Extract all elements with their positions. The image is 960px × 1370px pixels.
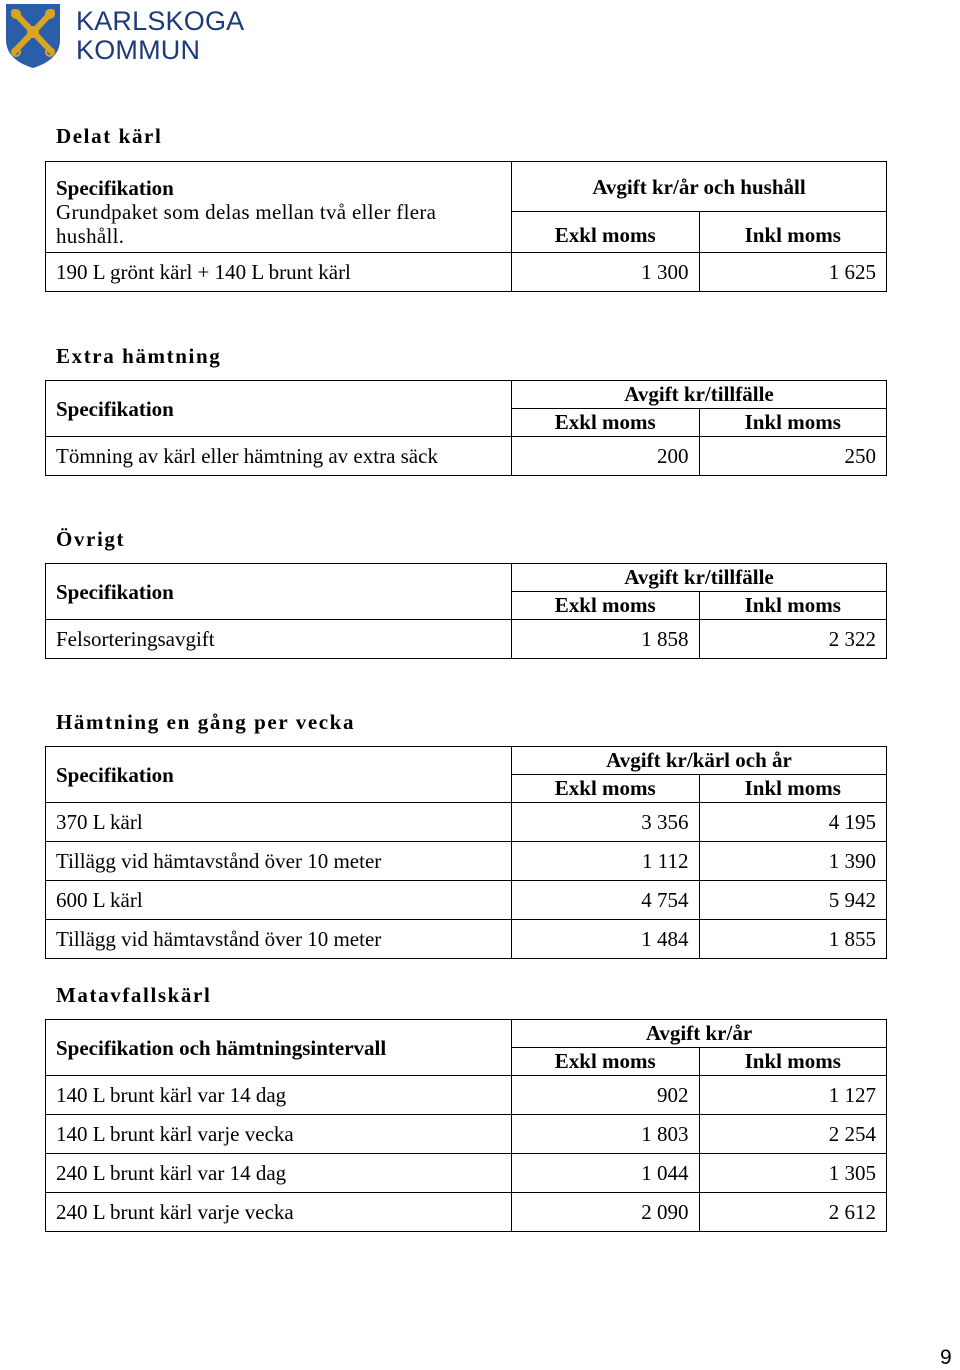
fee-header: Avgift kr/kärl och år (512, 747, 886, 775)
row-exkl: 1 803 (512, 1115, 700, 1154)
table-row (46, 1115, 887, 1154)
row-inkl: 250 (699, 437, 887, 476)
row-spec: 370 L kärl (46, 803, 512, 842)
section-title-vecka: Hämtning en gång per vecka (56, 710, 356, 734)
fee-header: Avgift kr/år och hushåll (512, 162, 887, 212)
row-exkl: 3 356 (512, 803, 700, 842)
table-extra (45, 380, 887, 476)
table-row (46, 620, 887, 659)
row-inkl: 1 305 (699, 1154, 887, 1193)
row-spec: 600 L kärl (46, 881, 512, 920)
row-inkl: 2 254 (699, 1115, 887, 1154)
section-title-matavfall: Matavfallskärl (56, 983, 212, 1007)
row-spec: Felsorteringsavgift (46, 620, 512, 659)
row-exkl: 902 (512, 1076, 700, 1115)
row-inkl: 2 322 (699, 620, 887, 659)
row-inkl: 1 855 (699, 920, 887, 959)
row-spec: 240 L brunt kärl varje vecka (46, 1193, 512, 1232)
page-number: 9 (940, 1346, 952, 1369)
spec-label: Specifikation (56, 176, 174, 200)
spec-description: Grundpaket som delas mellan två eller flera hushåll. (56, 200, 437, 248)
row-exkl: 4 754 (512, 881, 700, 920)
col-inkl-header: Inkl moms (744, 593, 841, 617)
row-inkl: 1 390 (699, 842, 887, 881)
row-spec: 140 L brunt kärl varje vecka (46, 1115, 512, 1154)
col-exkl-header: Exkl moms (512, 592, 700, 619)
logo-line-2: KOMMUN (76, 35, 201, 65)
row-spec: 140 L brunt kärl var 14 dag (46, 1076, 512, 1115)
table-row (46, 1154, 887, 1193)
col-inkl-header: Inkl moms (744, 410, 841, 434)
row-spec: 190 L grönt kärl + 140 L brunt kärl (46, 253, 512, 292)
table-row (46, 1193, 887, 1232)
section-title-ovrigt: Övrigt (56, 527, 126, 551)
table-row (46, 881, 887, 920)
table-row (46, 437, 887, 476)
row-exkl: 1 112 (512, 842, 700, 881)
table-row (46, 253, 887, 292)
fee-header: Avgift kr/år (512, 1020, 886, 1048)
fee-header: Avgift kr/tillfälle (512, 381, 886, 409)
row-inkl: 2 612 (699, 1193, 887, 1232)
spec-label: Specifikation (46, 747, 512, 803)
row-spec: Tillägg vid hämtavstånd över 10 meter (46, 920, 512, 959)
row-exkl: 1 300 (512, 253, 700, 292)
table-matavfall (45, 1019, 887, 1232)
fee-header-cell (512, 564, 887, 620)
row-exkl: 200 (512, 437, 700, 476)
row-inkl: 4 195 (699, 803, 887, 842)
row-exkl: 2 090 (512, 1193, 700, 1232)
table-row (46, 803, 887, 842)
col-exkl-header: Exkl moms (512, 775, 700, 802)
table-row (46, 842, 887, 881)
spec-label: Specifikation (46, 564, 512, 620)
section-title-delat: Delat kärl (56, 124, 163, 148)
col-inkl-header: Inkl moms (744, 1049, 841, 1073)
spec-label: Specifikation (46, 381, 512, 437)
col-inkl-header: Inkl moms (699, 212, 887, 253)
row-exkl: 1 858 (512, 620, 700, 659)
spec-label: Specifikation och hämtningsintervall (46, 1020, 512, 1076)
fee-header-cell (512, 1020, 887, 1076)
table-row (46, 1076, 887, 1115)
section-title-extra: Extra hämtning (56, 344, 222, 368)
col-exkl-header: Exkl moms (512, 1048, 700, 1075)
row-exkl: 1 044 (512, 1154, 700, 1193)
logo-wordmark (76, 7, 244, 65)
row-inkl: 1 625 (699, 253, 887, 292)
fee-header-cell (512, 747, 887, 803)
fee-header: Avgift kr/tillfälle (512, 564, 886, 592)
spec-header-cell (46, 162, 512, 253)
karlskoga-logo (4, 2, 244, 68)
coat-of-arms-icon (4, 2, 62, 68)
row-spec: Tömning av kärl eller hämtning av extra säck (46, 437, 512, 476)
row-inkl: 1 127 (699, 1076, 887, 1115)
col-exkl-header: Exkl moms (512, 212, 700, 253)
table-row (46, 920, 887, 959)
row-spec: 240 L brunt kärl var 14 dag (46, 1154, 512, 1193)
row-inkl: 5 942 (699, 881, 887, 920)
logo-line-1: KARLSKOGA (76, 6, 245, 36)
fee-header-cell (512, 381, 887, 437)
table-delat (45, 161, 887, 292)
row-spec: Tillägg vid hämtavstånd över 10 meter (46, 842, 512, 881)
col-inkl-header: Inkl moms (744, 776, 841, 800)
table-vecka (45, 746, 887, 959)
row-exkl: 1 484 (512, 920, 700, 959)
table-ovrigt (45, 563, 887, 659)
col-exkl-header: Exkl moms (512, 409, 700, 436)
